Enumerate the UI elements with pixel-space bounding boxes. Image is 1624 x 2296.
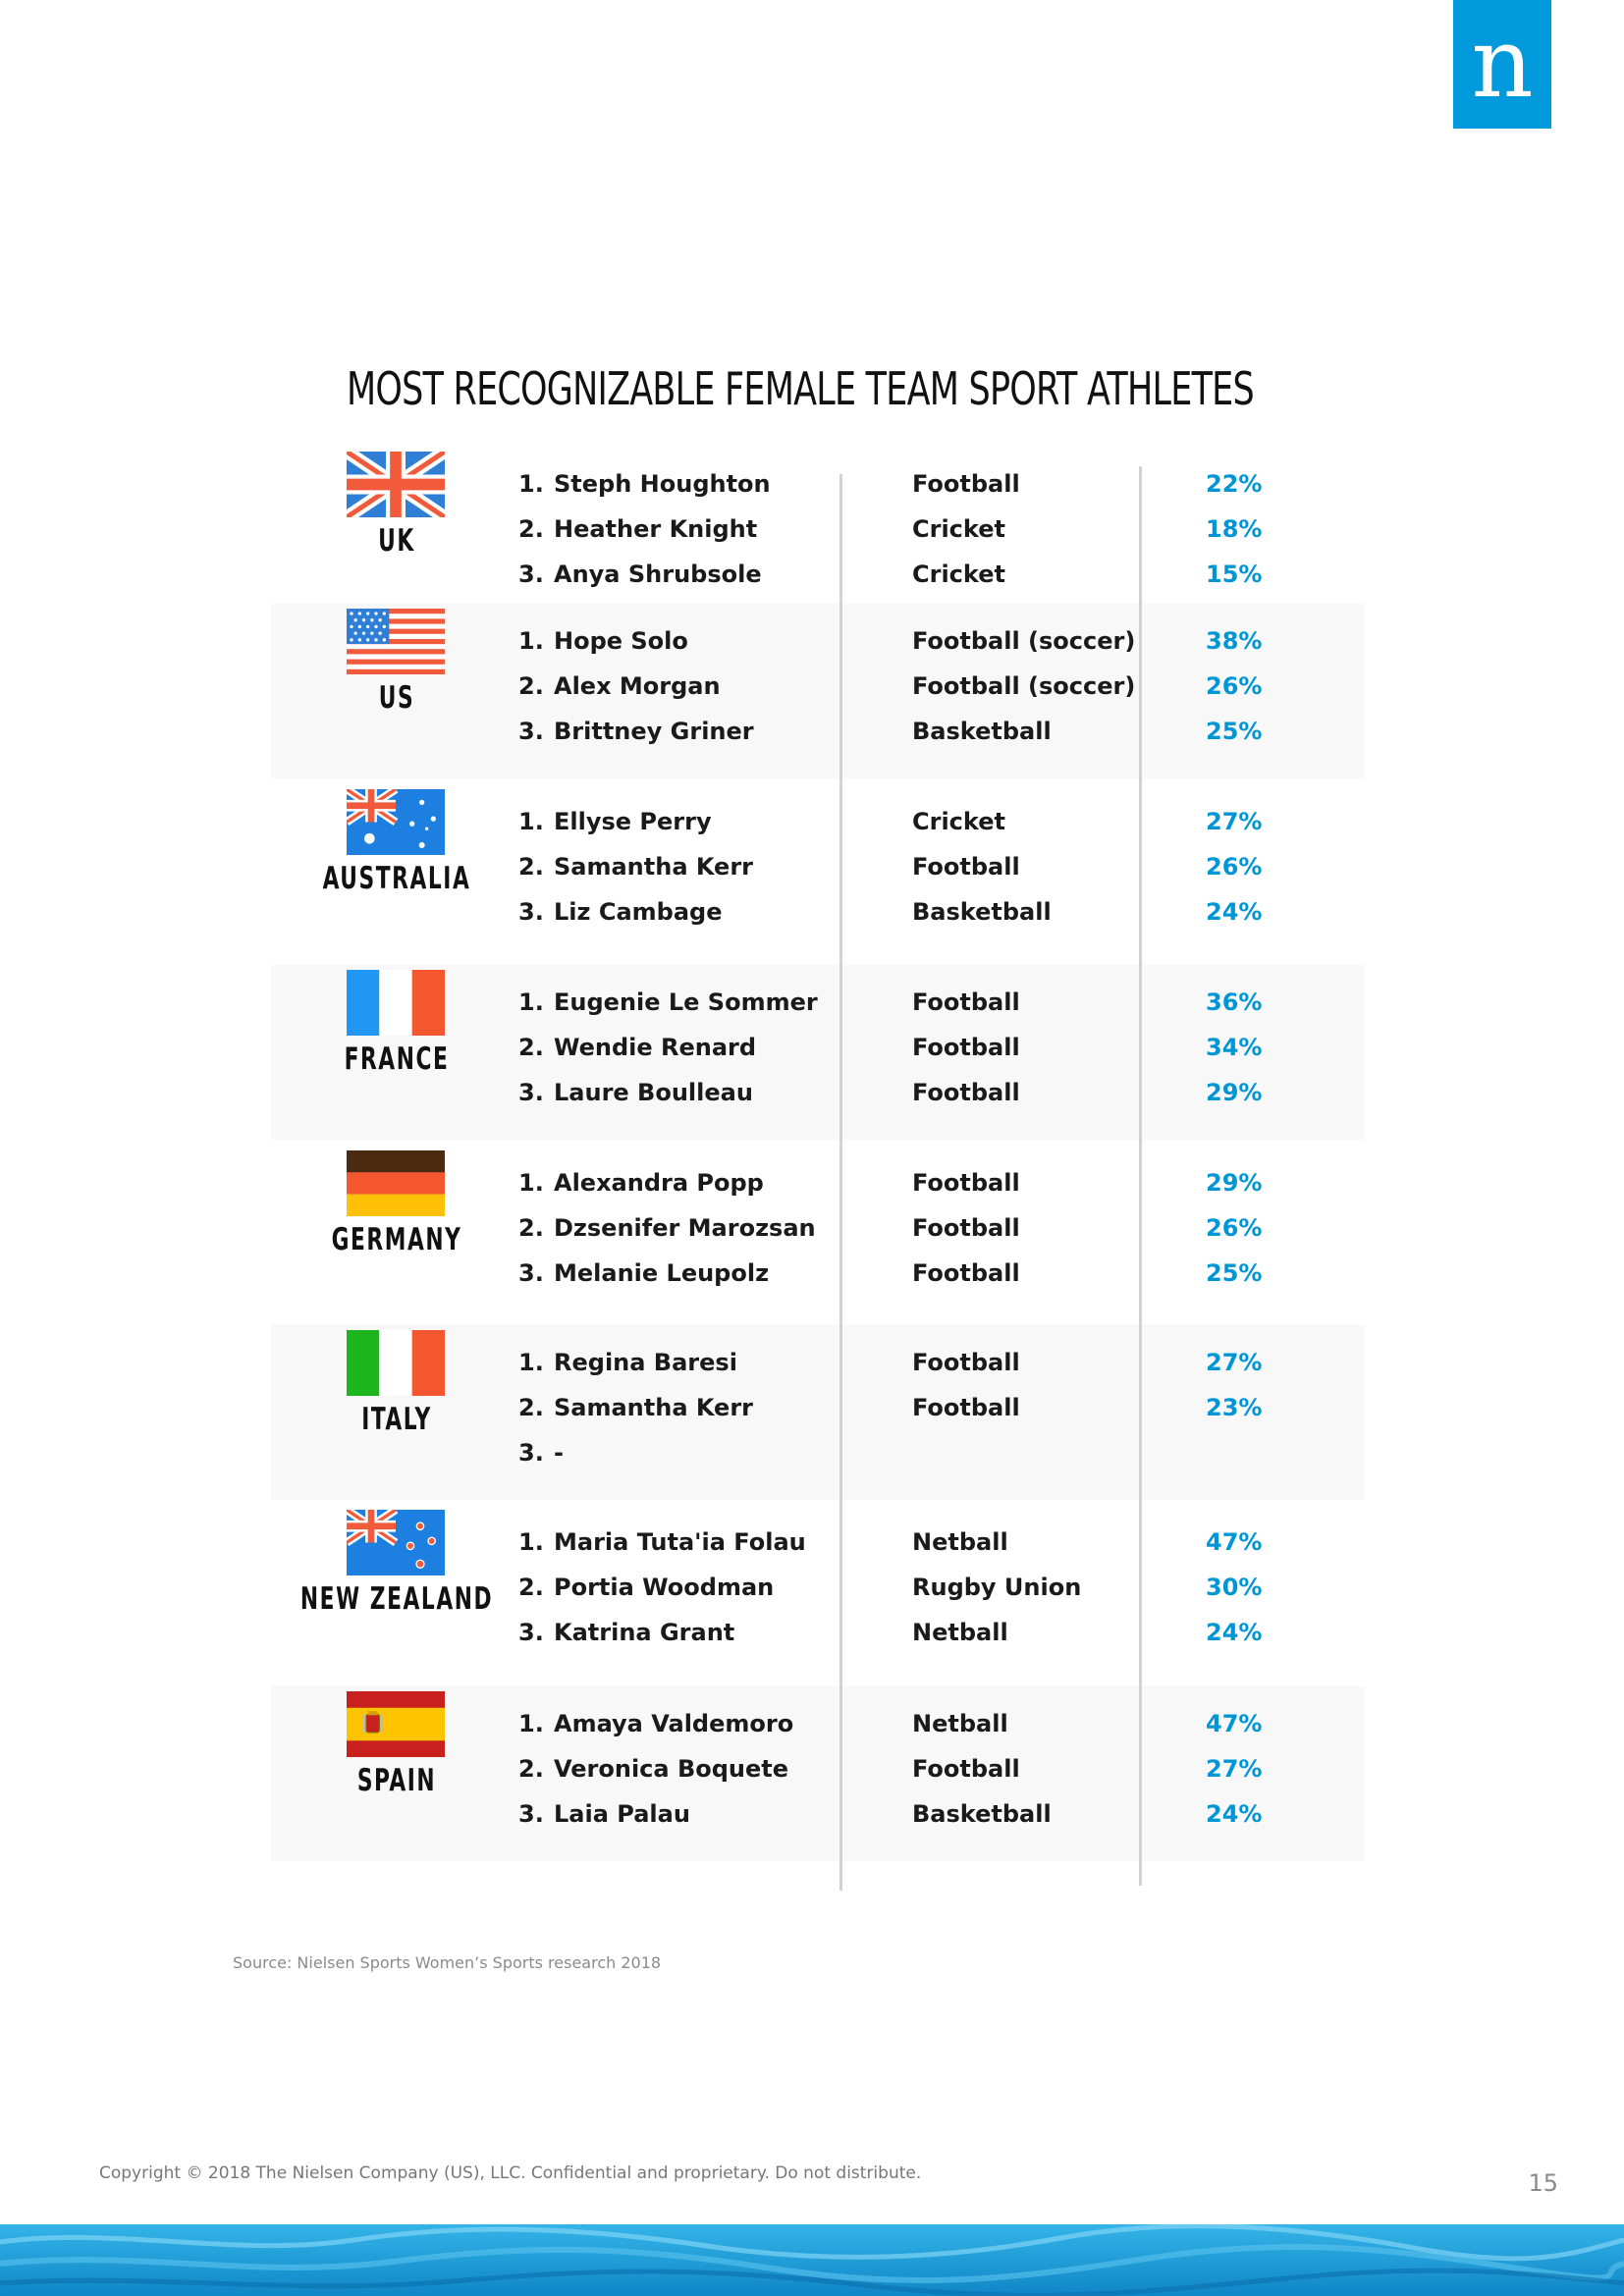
athlete-rank: 3.	[518, 718, 544, 745]
country-block-germany	[271, 1146, 1365, 1320]
athlete-rank: 2.	[518, 853, 544, 881]
recognition-percent: 25%	[1206, 718, 1263, 745]
athlete-name: Portia Woodman	[554, 1574, 775, 1601]
athlete-sport: Football	[912, 1079, 1020, 1106]
country-block-france	[271, 965, 1365, 1140]
athlete-row	[271, 464, 1365, 504]
athlete-row	[271, 1254, 1365, 1293]
recognition-percent: 38%	[1206, 627, 1263, 655]
athlete-rank: 2.	[518, 1755, 544, 1783]
athlete-sport: Football (soccer)	[912, 627, 1136, 655]
country-name: SPAIN	[356, 1763, 437, 1798]
athlete-name: Regina Baresi	[554, 1349, 737, 1376]
athlete-sport: Football	[912, 1034, 1020, 1061]
athlete-sport: Football	[912, 1214, 1020, 1242]
athlete-name: Alex Morgan	[554, 672, 721, 700]
athlete-sport: Basketball	[912, 898, 1052, 926]
recognition-percent: 15%	[1206, 561, 1263, 588]
athlete-name: Alexandra Popp	[554, 1169, 764, 1197]
country-block-italy	[271, 1325, 1365, 1500]
athlete-name: Laure Boulleau	[554, 1079, 753, 1106]
athlete-name: Anya Shrubsole	[554, 561, 762, 588]
athlete-sport: Netball	[912, 1528, 1008, 1556]
athlete-row	[271, 1163, 1365, 1202]
athlete-row	[271, 1568, 1365, 1607]
recognition-percent: 26%	[1206, 853, 1263, 881]
recognition-percent: 30%	[1206, 1574, 1263, 1601]
athlete-rank: 1.	[518, 808, 544, 835]
athlete-sport: Football	[912, 1394, 1020, 1421]
athlete-rank: 1.	[518, 1349, 544, 1376]
recognition-percent: 27%	[1206, 1349, 1263, 1376]
athlete-name: Liz Cambage	[554, 898, 723, 926]
athlete-sport: Football	[912, 988, 1020, 1016]
nielsen-logo	[1453, 0, 1551, 129]
athlete-rank: 1.	[518, 1169, 544, 1197]
athlete-row	[271, 1749, 1365, 1789]
athlete-name: -	[554, 1439, 564, 1467]
country-name: FRANCE	[344, 1041, 450, 1077]
country-name: NEW ZEALAND	[299, 1581, 494, 1617]
country-block-us	[271, 604, 1365, 778]
recognition-percent: 29%	[1206, 1169, 1263, 1197]
recognition-percent: 47%	[1206, 1710, 1263, 1737]
athlete-rank: 3.	[518, 1079, 544, 1106]
athlete-row	[271, 1388, 1365, 1427]
athlete-row	[271, 892, 1365, 932]
recognition-percent: 23%	[1206, 1394, 1263, 1421]
athlete-name: Amaya Valdemoro	[554, 1710, 794, 1737]
athlete-rank: 3.	[518, 1259, 544, 1287]
athlete-sport: Football (soccer)	[912, 672, 1136, 700]
athlete-rank: 2.	[518, 672, 544, 700]
athlete-name: Ellyse Perry	[554, 808, 712, 835]
copyright-notice: Copyright © 2018 The Nielsen Company (US), LLC. Confidential and proprietary. Do not distribute.	[99, 2163, 922, 2183]
athlete-name: Samantha Kerr	[554, 853, 754, 881]
athlete-sport: Netball	[912, 1710, 1008, 1737]
athlete-row	[271, 712, 1365, 751]
athlete-rank: 1.	[518, 988, 544, 1016]
country-block-new-zealand	[271, 1505, 1365, 1680]
recognition-percent: 27%	[1206, 1755, 1263, 1783]
athlete-sport: Football	[912, 853, 1020, 881]
athlete-sport: Basketball	[912, 718, 1052, 745]
athlete-rank: 2.	[518, 1214, 544, 1242]
athlete-row	[271, 1028, 1365, 1067]
athlete-name: Wendie Renard	[554, 1034, 757, 1061]
country-block-spain	[271, 1686, 1365, 1861]
column-divider-right	[1139, 466, 1142, 1886]
athlete-rank: 2.	[518, 1394, 544, 1421]
logo-glyph: n	[1471, 8, 1534, 120]
athlete-sport: Cricket	[912, 515, 1005, 543]
recognition-percent: 26%	[1206, 672, 1263, 700]
athlete-row	[271, 802, 1365, 841]
recognition-percent: 24%	[1206, 1619, 1263, 1646]
recognition-percent: 27%	[1206, 808, 1263, 835]
athlete-name: Samantha Kerr	[554, 1394, 754, 1421]
country-name: AUSTRALIA	[322, 861, 471, 896]
athlete-row	[271, 1794, 1365, 1834]
athlete-sport: Netball	[912, 1619, 1008, 1646]
athlete-rank: 3.	[518, 1439, 544, 1467]
athlete-sport: Football	[912, 470, 1020, 498]
athlete-row	[271, 555, 1365, 594]
athlete-row	[271, 1433, 1365, 1472]
country-name: GERMANY	[331, 1222, 462, 1257]
country-block-australia	[271, 784, 1365, 959]
athlete-rank: 3.	[518, 1800, 544, 1828]
recognition-percent: 25%	[1206, 1259, 1263, 1287]
country-name: UK	[378, 523, 415, 559]
athlete-name: Steph Houghton	[554, 470, 771, 498]
athlete-rank: 1.	[518, 470, 544, 498]
athlete-name: Laia Palau	[554, 1800, 690, 1828]
athlete-rank: 1.	[518, 627, 544, 655]
athlete-row	[271, 1073, 1365, 1112]
athlete-row	[271, 1704, 1365, 1743]
athlete-row	[271, 983, 1365, 1022]
athlete-row	[271, 1208, 1365, 1248]
athlete-rank: 2.	[518, 1034, 544, 1061]
athlete-rank: 3.	[518, 561, 544, 588]
page-number: 15	[1528, 2169, 1558, 2197]
athlete-sport: Cricket	[912, 808, 1005, 835]
athlete-row	[271, 1522, 1365, 1562]
footer-wave-band	[0, 2224, 1624, 2296]
recognition-percent: 26%	[1206, 1214, 1263, 1242]
athlete-rank: 1.	[518, 1528, 544, 1556]
country-name: US	[378, 680, 415, 716]
recognition-percent: 18%	[1206, 515, 1263, 543]
country-block-uk	[271, 447, 1365, 621]
athlete-rank: 3.	[518, 898, 544, 926]
athlete-name: Eugenie Le Sommer	[554, 988, 818, 1016]
source-note: Source: Nielsen Sports Women’s Sports research 2018	[233, 1953, 662, 1972]
athlete-row	[271, 509, 1365, 549]
athlete-row	[271, 1613, 1365, 1652]
athlete-rank: 2.	[518, 515, 544, 543]
recognition-percent: 24%	[1206, 1800, 1263, 1828]
athlete-row	[271, 847, 1365, 886]
athletes-table	[271, 447, 1365, 1909]
athlete-row	[271, 621, 1365, 661]
athlete-rank: 1.	[518, 1710, 544, 1737]
athlete-name: Maria Tuta'ia Folau	[554, 1528, 806, 1556]
athlete-sport: Football	[912, 1349, 1020, 1376]
athlete-sport: Football	[912, 1169, 1020, 1197]
recognition-percent: 24%	[1206, 898, 1263, 926]
athlete-sport: Rugby Union	[912, 1574, 1082, 1601]
recognition-percent: 47%	[1206, 1528, 1263, 1556]
page-title: MOST RECOGNIZABLE FEMALE TEAM SPORT ATHLETES	[347, 362, 1254, 415]
athlete-row	[271, 667, 1365, 706]
athlete-rank: 2.	[518, 1574, 544, 1601]
athlete-name: Katrina Grant	[554, 1619, 735, 1646]
athlete-rank: 3.	[518, 1619, 544, 1646]
athlete-name: Brittney Griner	[554, 718, 754, 745]
athlete-sport: Basketball	[912, 1800, 1052, 1828]
recognition-percent: 29%	[1206, 1079, 1263, 1106]
recognition-percent: 36%	[1206, 988, 1263, 1016]
recognition-percent: 22%	[1206, 470, 1263, 498]
athlete-sport: Football	[912, 1259, 1020, 1287]
athlete-name: Melanie Leupolz	[554, 1259, 770, 1287]
athlete-name: Heather Knight	[554, 515, 758, 543]
athlete-sport: Football	[912, 1755, 1020, 1783]
athlete-name: Veronica Boquete	[554, 1755, 789, 1783]
column-divider-left	[839, 474, 842, 1891]
athlete-sport: Cricket	[912, 561, 1005, 588]
recognition-percent: 34%	[1206, 1034, 1263, 1061]
athlete-name: Dzsenifer Marozsan	[554, 1214, 816, 1242]
country-name: ITALY	[361, 1402, 432, 1437]
athlete-row	[271, 1343, 1365, 1382]
athlete-name: Hope Solo	[554, 627, 688, 655]
